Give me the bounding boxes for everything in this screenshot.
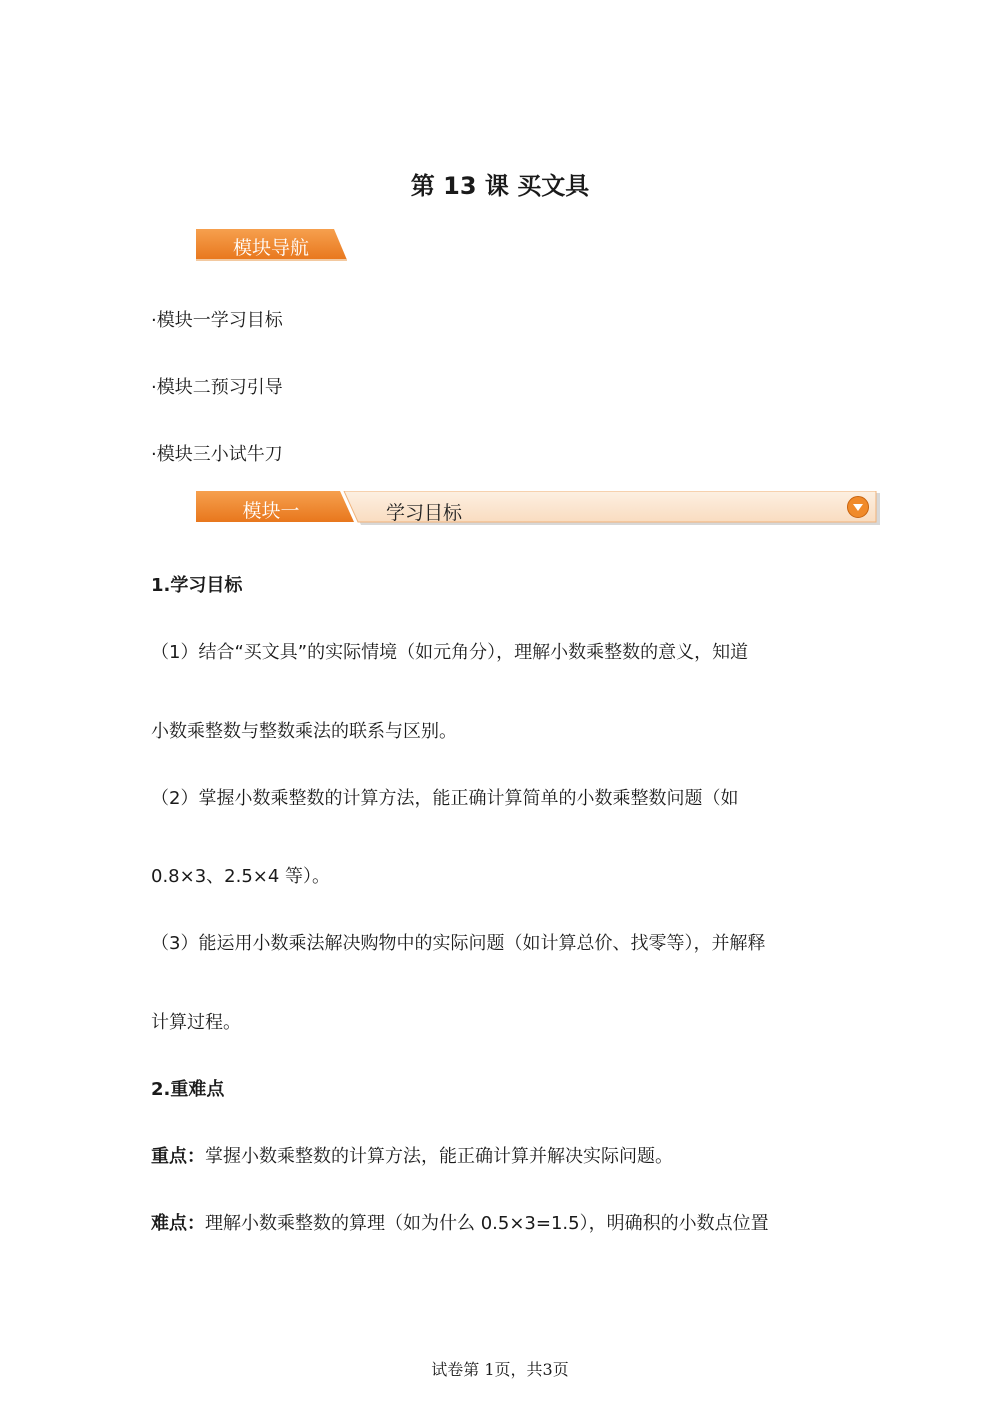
- module-header-bar: [196, 491, 886, 527]
- key-point-label: 重点：: [151, 1146, 205, 1167]
- key-point-text: 掌握小数乘整数的计算方法，能正确计算并解决实际问题。: [205, 1146, 673, 1167]
- section-heading-goals: 1.学习目标: [151, 575, 243, 596]
- difficulty-line: [151, 1209, 769, 1235]
- difficulty-text: 理解小数乘整数的算理（如为什么 0.5×3=1.5），明确积的小数点位置: [205, 1213, 769, 1234]
- goal-line-5: （3）能运用小数乘法解决购物中的实际问题（如计算总价、找零等），并解释: [151, 933, 766, 954]
- module-nav-tab: [196, 229, 348, 261]
- page-title: 第 13 课 买文具: [410, 172, 590, 200]
- module-name: 学习目标: [386, 502, 463, 524]
- page-footer: 试卷第 1页，共3页: [431, 1360, 569, 1379]
- nav-item-module-2[interactable]: ·模块二预习引导: [151, 377, 283, 398]
- module-number: 模块一: [242, 500, 300, 522]
- nav-item-module-3[interactable]: ·模块三小试牛刀: [151, 444, 283, 465]
- goal-line-3: （2）掌握小数乘整数的计算方法，能正确计算简单的小数乘整数问题（如: [151, 788, 739, 809]
- nav-tab-label: 模块导航: [232, 237, 309, 259]
- goal-line-6: 计算过程。: [151, 1012, 241, 1033]
- chevron-down-icon[interactable]: [847, 496, 869, 518]
- difficulty-label: 难点：: [151, 1213, 205, 1234]
- goal-line-1: （1）结合“买文具”的实际情境（如元角分），理解小数乘整数的意义，知道: [151, 642, 749, 663]
- section-heading-key-points: 2.重难点: [151, 1079, 225, 1100]
- nav-item-module-1[interactable]: ·模块一学习目标: [151, 310, 283, 331]
- key-point-line: [151, 1142, 673, 1168]
- goal-line-2: 小数乘整数与整数乘法的联系与区别。: [151, 721, 457, 742]
- goal-line-4: 0.8×3、2.5×4 等）。: [151, 866, 331, 887]
